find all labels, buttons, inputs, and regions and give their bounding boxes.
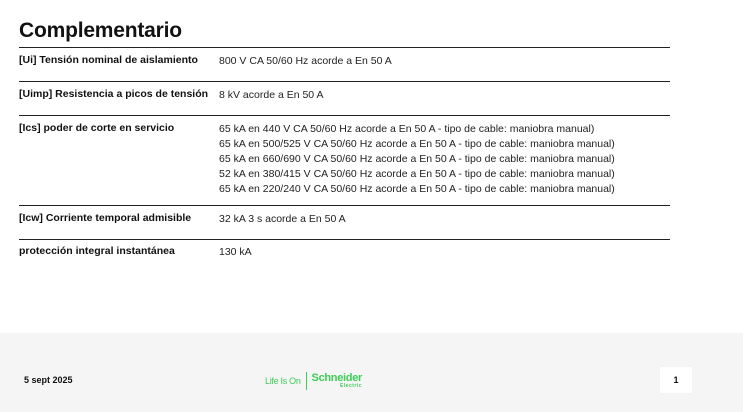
spec-value — [219, 122, 670, 197]
spec-row — [19, 206, 670, 240]
schneider-logo — [312, 373, 363, 389]
spec-table — [19, 47, 670, 264]
spec-row — [19, 82, 670, 116]
spec-value-line: 65 kA en 500/525 V CA 50/60 Hz acorde a En 50 A - tipo de cable: maniobra manual) — [219, 138, 615, 150]
brand-divider — [306, 372, 307, 390]
spec-value-line: 800 V CA 50/60 Hz acorde a En 50 A — [219, 55, 392, 67]
brand-logo — [265, 370, 362, 392]
footer-date: 5 sept 2025 — [24, 375, 73, 385]
spec-value-line: 32 kA 3 s acorde a En 50 A — [219, 213, 346, 225]
brand-tagline: Life Is On — [265, 376, 301, 386]
spec-row — [19, 48, 670, 82]
spec-value — [219, 54, 670, 78]
section-title: Complementario — [19, 19, 182, 42]
spec-value — [219, 88, 670, 112]
spec-value-line: 65 kA en 440 V CA 50/60 Hz acorde a En 50 A - tipo de cable: maniobra manual) — [219, 123, 595, 135]
spec-value-line: 65 kA en 660/690 V CA 50/60 Hz acorde a En 50 A - tipo de cable: maniobra manual) — [219, 153, 615, 165]
spec-label: [Ics] poder de corte en servicio — [19, 122, 175, 134]
spec-label: protección integral instantánea — [19, 245, 175, 257]
spec-row — [19, 240, 670, 264]
page-number: 1 — [660, 367, 692, 393]
spec-row — [19, 116, 670, 206]
brand-name: Schneider — [311, 372, 363, 384]
spec-value-line: 65 kA en 220/240 V CA 50/60 Hz acorde a En 50 A - tipo de cable: maniobra manual) — [219, 183, 615, 195]
spec-label: [Uimp] Resistencia a picos de tensión — [19, 88, 209, 100]
spec-value-line: 8 kV acorde a En 50 A — [219, 89, 324, 101]
brand-subname: Electric — [339, 383, 363, 389]
page-footer — [0, 333, 743, 412]
spec-label: [Icw] Corriente temporal admisible — [19, 212, 192, 224]
spec-value-line: 130 kA — [219, 246, 252, 258]
spec-value-line: 52 kA en 380/415 V CA 50/60 Hz acorde a En 50 A - tipo de cable: maniobra manual) — [219, 168, 615, 180]
spec-value — [219, 212, 670, 236]
spec-label: [Ui] Tensión nominal de aislamiento — [19, 54, 198, 66]
spec-value — [219, 245, 670, 260]
